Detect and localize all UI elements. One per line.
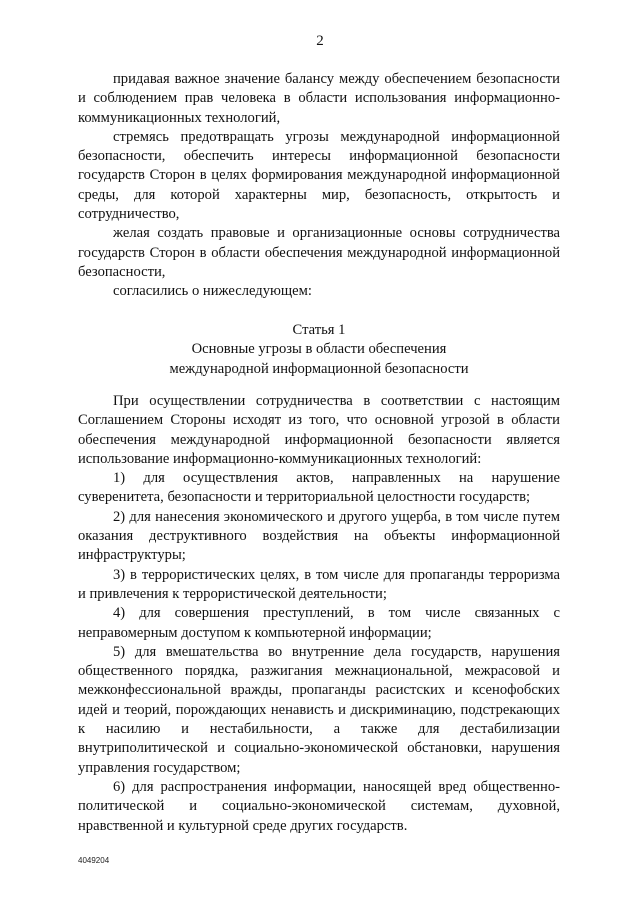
- list-item: 1) для осуществления актов, направленных на нарушение суверенитета, безопасности и территориальной целостности государств;: [78, 470, 560, 506]
- article-number: Статья 1: [292, 322, 346, 338]
- list-item: 6) для распространения информации, наносящей вред общественно-политической и социально-экономической системам, духовной, нравственной и культурной среде других государств.: [78, 778, 560, 834]
- article-title-line: международной информационной безопасности: [169, 360, 469, 377]
- preamble-block: [78, 70, 560, 302]
- article-heading: [78, 321, 560, 379]
- document-code: 4049204: [78, 856, 110, 865]
- body-paragraph: При осуществлении сотрудничества в соответствии с настоящим Соглашением Стороны исходят из того, что основной угрозой в области обеспечения международной информационной безопасности является использование информационно-коммуникационных технологий:: [78, 393, 560, 467]
- preamble-paragraph: желая создать правовые и организационные основы сотрудничества государств Сторон в области обеспечения международной информационной безопасности,: [78, 225, 560, 280]
- article-title-line: Основные угрозы в области обеспечения: [191, 341, 447, 358]
- list-item: 4) для совершения преступлений, в том числе связанных с неправомерным доступом к компьютерной информации;: [78, 605, 560, 641]
- list-item: 3) в террористических целях, в том числе для пропаганды терроризма и привлечения к террористической деятельности;: [78, 566, 560, 602]
- list-item: 2) для нанесения экономического и другого ущерба, в том числе путем оказания деструктивного воздействия на объекты информационной инфраструктуры;: [78, 508, 560, 564]
- preamble-paragraph: согласились о нижеследующем:: [113, 283, 312, 300]
- page-number: 2: [316, 33, 324, 49]
- article-body: [78, 392, 560, 836]
- preamble-paragraph: придавая важное значение балансу между обеспечением безопасности и соблюдением прав человека в области использования информационно-коммуникационных технологий,: [78, 71, 560, 126]
- preamble-paragraph: стремясь предотвращать угрозы международной информационной безопасности, обеспечить интересы информационной безопасности государств Сторон в целях формирования международной информационной среды, для которой характерны мир, безопасность, открытость и сотрудничество,: [78, 128, 560, 223]
- list-item: 5) для вмешательства во внутренние дела государств, нарушения общественного порядка, разжигания межнациональной, межрасовой и межконфессиональной вражды, пропаганды расистских и ксенофобских идей и теорий, порождающих ненависть и дискриминацию, подстрекающих к насилию и нестабильности, а также для дестабилизации внутриполитической и социально-экономической обстановки, нарушения управления государством;: [78, 643, 560, 776]
